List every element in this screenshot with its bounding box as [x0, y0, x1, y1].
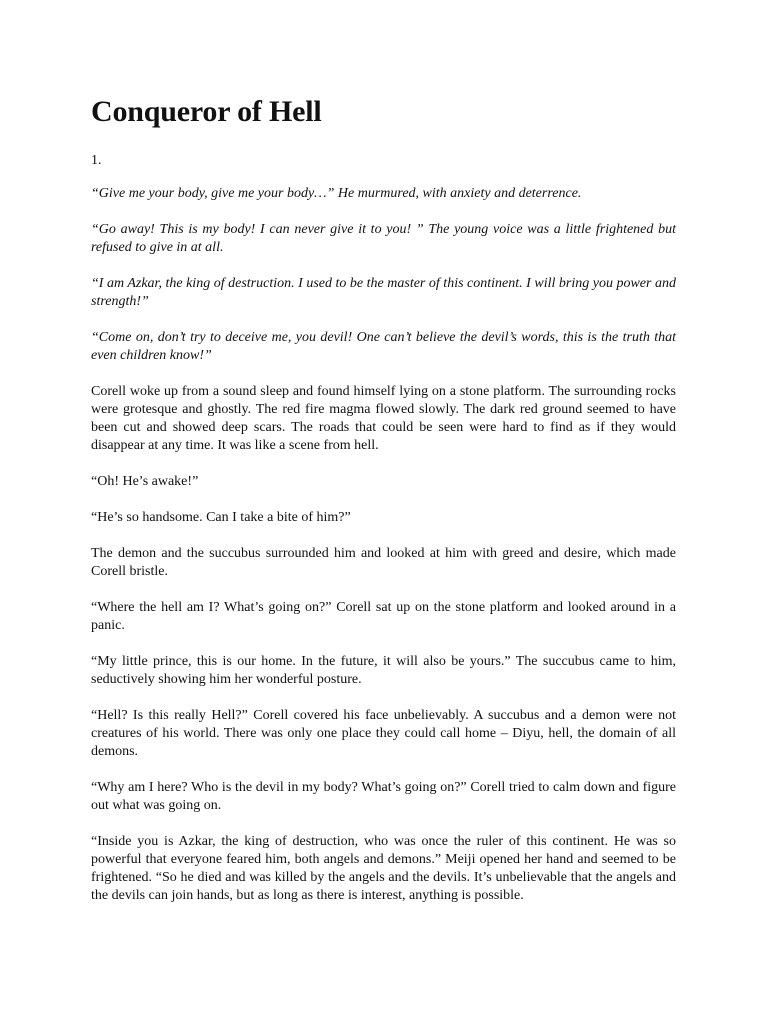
paragraph: “Give me your body, give me your body…” He murmured, with anxiety and deterrence.: [91, 186, 582, 201]
paragraph: “I am Azkar, the king of destruction. I used to be the master of this continent. I will bring you power and strength!”: [91, 276, 676, 309]
paragraph: Corell woke up from a sound sleep and found himself lying on a stone platform. The surrounding rocks were grotesque and ghostly. The red fire magma flowed slowly. The dark red ground seemed to have been cut and showed deep scars. The roads that could be seen were hard to find as if they would disappear at any time. It was like a scene from hell.: [91, 384, 676, 453]
paragraph: “My little prince, this is our home. In the future, it will also be yours.” The succubus came to him, seductively showing him her wonderful posture.: [91, 654, 676, 687]
paragraph: “Where the hell am I? What’s going on?” Corell sat up on the stone platform and looked around in a panic.: [91, 600, 676, 633]
paragraph: “Hell? Is this really Hell?” Corell covered his face unbelievably. A succubus and a demon were not creatures of his world. There was only one place they could call home – Diyu, hell, the domain of all demons.: [91, 708, 676, 759]
paragraph: “Go away! This is my body! I can never give it to you! ” The young voice was a little frightened but refused to give in at all.: [91, 222, 676, 255]
chapter-number: 1.: [91, 153, 102, 168]
paragraph: “Come on, don’t try to deceive me, you devil! One can’t believe the devil’s words, this is the truth that even children know!”: [91, 330, 676, 363]
paragraph: The demon and the succubus surrounded him and looked at him with greed and desire, which made Corell bristle.: [91, 546, 676, 579]
paragraph: “Why am I here? Who is the devil in my body? What’s going on?” Corell tried to calm down and figure out what was going on.: [91, 780, 676, 813]
document-page: [91, 94, 676, 923]
document-title: Conqueror of Hell: [91, 95, 322, 128]
paragraph: “He’s so handsome. Can I take a bite of him?”: [91, 510, 351, 525]
paragraph: “Oh! He’s awake!”: [91, 474, 199, 489]
paragraph: “Inside you is Azkar, the king of destruction, who was once the ruler of this continent. He was so powerful that everyone feared him, both angels and demons.” Meiji opened her hand and seemed to be frightened. “So he died and was killed by the angels and the devils. It’s unbelievable that the angels and the devils can join hands, but as long as there is interest, anything is possible.: [91, 834, 676, 903]
